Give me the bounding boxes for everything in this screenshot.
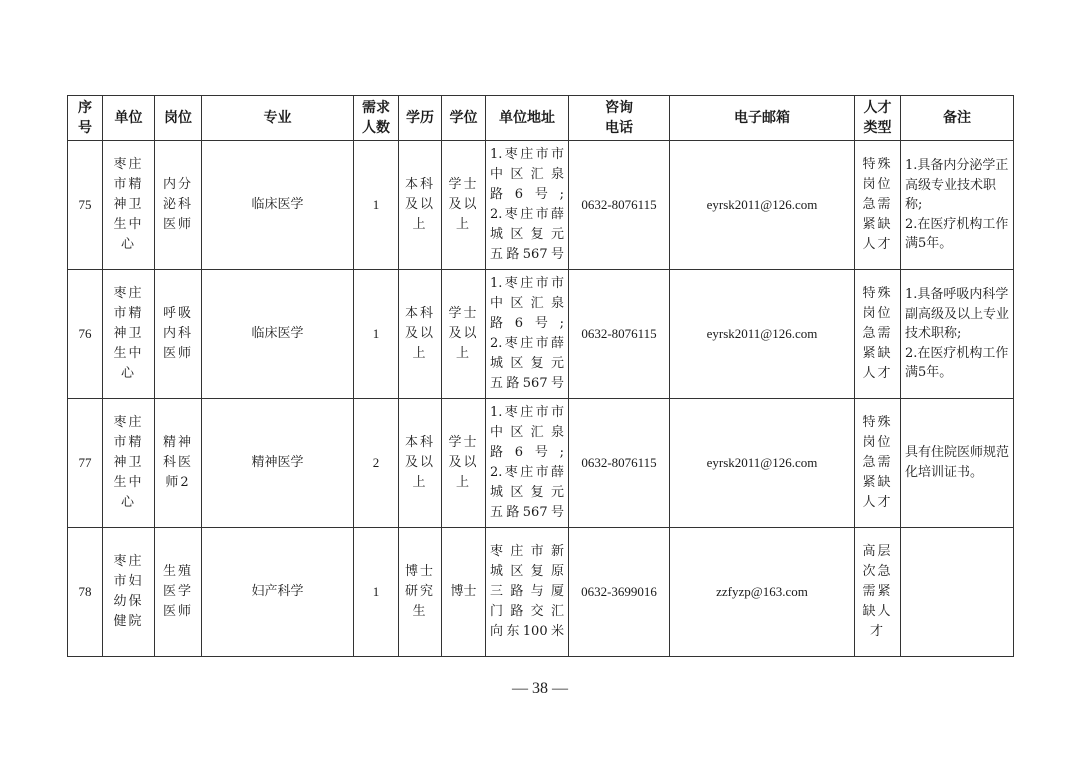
- header-email: 电子邮箱: [670, 96, 855, 141]
- header-unit: 单位: [103, 96, 155, 141]
- cell-degree: 学士 及以 上: [442, 270, 486, 399]
- header-address: 单位地址: [486, 96, 569, 141]
- cell-education: 博士 研究 生: [399, 528, 442, 657]
- cell-talent-type: 特殊 岗位 急需 紧缺 人才: [855, 141, 901, 270]
- cell-major: 临床医学: [202, 270, 354, 399]
- cell-degree: 学士 及以 上: [442, 399, 486, 528]
- header-phone: 咨询 电话: [569, 96, 670, 141]
- table-row: [68, 399, 1014, 528]
- cell-count: 1: [354, 141, 399, 270]
- cell-index: 77: [68, 399, 103, 528]
- table-row: [68, 270, 1014, 399]
- cell-count: 2: [354, 399, 399, 528]
- cell-address: 1.枣庄市市 中区汇泉 路6号; 2.枣庄市薛 城区复元 五路567号: [486, 141, 569, 270]
- recruitment-table-container: [67, 95, 1013, 657]
- cell-address: 1.枣庄市市 中区汇泉 路6号; 2.枣庄市薛 城区复元 五路567号: [486, 270, 569, 399]
- cell-remarks: [901, 528, 1014, 657]
- cell-remarks: 1.具备呼吸内科学副高级及以上专业技术职称; 2.在医疗机构工作满5年。: [901, 270, 1014, 399]
- cell-major: 妇产科学: [202, 528, 354, 657]
- cell-degree: 学士 及以 上: [442, 141, 486, 270]
- cell-email: eyrsk2011@126.com: [670, 141, 855, 270]
- cell-phone: 0632-8076115: [569, 141, 670, 270]
- header-post: 岗位: [155, 96, 202, 141]
- cell-phone: 0632-8076115: [569, 270, 670, 399]
- cell-talent-type: 高层 次急 需紧 缺人 才: [855, 528, 901, 657]
- cell-unit: 枣庄 市精 神卫 生中 心: [103, 399, 155, 528]
- cell-count: 1: [354, 270, 399, 399]
- cell-post: 精神 科医 师2: [155, 399, 202, 528]
- cell-index: 75: [68, 141, 103, 270]
- cell-post: 内分 泌科 医师: [155, 141, 202, 270]
- cell-talent-type: 特殊 岗位 急需 紧缺 人才: [855, 399, 901, 528]
- cell-unit: 枣庄 市精 神卫 生中 心: [103, 141, 155, 270]
- cell-unit: 枣庄 市精 神卫 生中 心: [103, 270, 155, 399]
- header-count: 需求 人数: [354, 96, 399, 141]
- table-row: [68, 528, 1014, 657]
- cell-remarks: 具有住院医师规范化培训证书。: [901, 399, 1014, 528]
- cell-phone: 0632-8076115: [569, 399, 670, 528]
- header-talent-type: 人才 类型: [855, 96, 901, 141]
- header-remarks: 备注: [901, 96, 1014, 141]
- cell-education: 本科 及以 上: [399, 141, 442, 270]
- cell-address: 1.枣庄市市 中区汇泉 路6号; 2.枣庄市薛 城区复元 五路567号: [486, 399, 569, 528]
- cell-unit: 枣庄 市妇 幼保 健院: [103, 528, 155, 657]
- cell-education: 本科 及以 上: [399, 270, 442, 399]
- cell-degree: 博士: [442, 528, 486, 657]
- cell-count: 1: [354, 528, 399, 657]
- table-header-row: [68, 96, 1014, 141]
- page-number: — 38 —: [512, 680, 568, 697]
- cell-education: 本科 及以 上: [399, 399, 442, 528]
- recruitment-table: [67, 95, 1014, 657]
- cell-index: 78: [68, 528, 103, 657]
- cell-remarks: 1.具备内分泌学正高级专业技术职称; 2.在医疗机构工作满5年。: [901, 141, 1014, 270]
- header-major: 专业: [202, 96, 354, 141]
- cell-phone: 0632-3699016: [569, 528, 670, 657]
- cell-index: 76: [68, 270, 103, 399]
- cell-email: eyrsk2011@126.com: [670, 399, 855, 528]
- cell-email: eyrsk2011@126.com: [670, 270, 855, 399]
- header-index: 序 号: [68, 96, 103, 141]
- cell-major: 临床医学: [202, 141, 354, 270]
- header-education: 学历: [399, 96, 442, 141]
- cell-major: 精神医学: [202, 399, 354, 528]
- table-row: [68, 141, 1014, 270]
- header-degree: 学位: [442, 96, 486, 141]
- cell-address: 枣庄市新 城区复原 三路与厦 门路交汇 向东100米: [486, 528, 569, 657]
- cell-post: 呼吸 内科 医师: [155, 270, 202, 399]
- cell-email: zzfyzp@163.com: [670, 528, 855, 657]
- cell-talent-type: 特殊 岗位 急需 紧缺 人才: [855, 270, 901, 399]
- cell-post: 生殖 医学 医师: [155, 528, 202, 657]
